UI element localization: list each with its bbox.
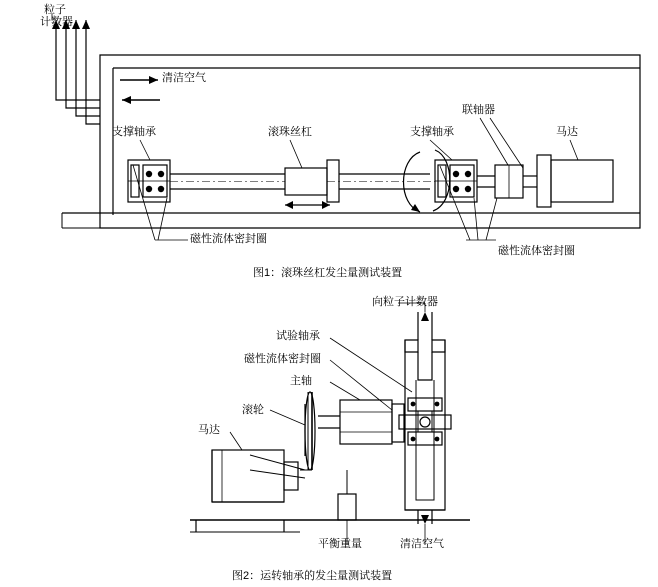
label-particle-counter-line1: 粒子 <box>44 4 66 16</box>
balance-weight-block <box>338 494 356 520</box>
label-coupling: 联轴器 <box>462 104 495 116</box>
figure-2-caption: 图2：运转轴承的发尘量测试装置 <box>232 570 393 582</box>
label-motor-2: 马达 <box>198 424 220 436</box>
magnetic-seal-block <box>392 404 404 442</box>
label-balance-weight: 平衡重量 <box>318 538 362 550</box>
label-to-particle-counter: 向粒子计数器 <box>372 296 438 308</box>
figure-1-caption: 图1：滚珠丝杠发尘量测试装置 <box>253 267 403 279</box>
motor-body-2 <box>212 450 284 502</box>
label-main-shaft: 主轴 <box>290 375 312 387</box>
label-clean-air-2: 清洁空气 <box>400 538 444 550</box>
label-ball-screw: 滚珠丝杠 <box>268 126 312 138</box>
label-roller: 滚轮 <box>242 404 264 416</box>
label-magnetic-seal-2: 磁性流体密封圈 <box>244 353 321 365</box>
label-motor-1: 马达 <box>556 126 578 138</box>
label-magnetic-seal-right: 磁性流体密封圈 <box>498 245 575 257</box>
label-clean-air: 清洁空气 <box>162 72 206 84</box>
label-support-bearing-right: 支撑轴承 <box>410 126 454 138</box>
label-test-bearing: 试验轴承 <box>276 330 320 342</box>
label-particle-counter-line2: 计数器 <box>40 16 73 28</box>
label-magnetic-seal-left: 磁性流体密封圈 <box>190 233 267 245</box>
label-support-bearing-left: 支撑轴承 <box>112 126 156 138</box>
shaft-housing <box>340 400 392 444</box>
